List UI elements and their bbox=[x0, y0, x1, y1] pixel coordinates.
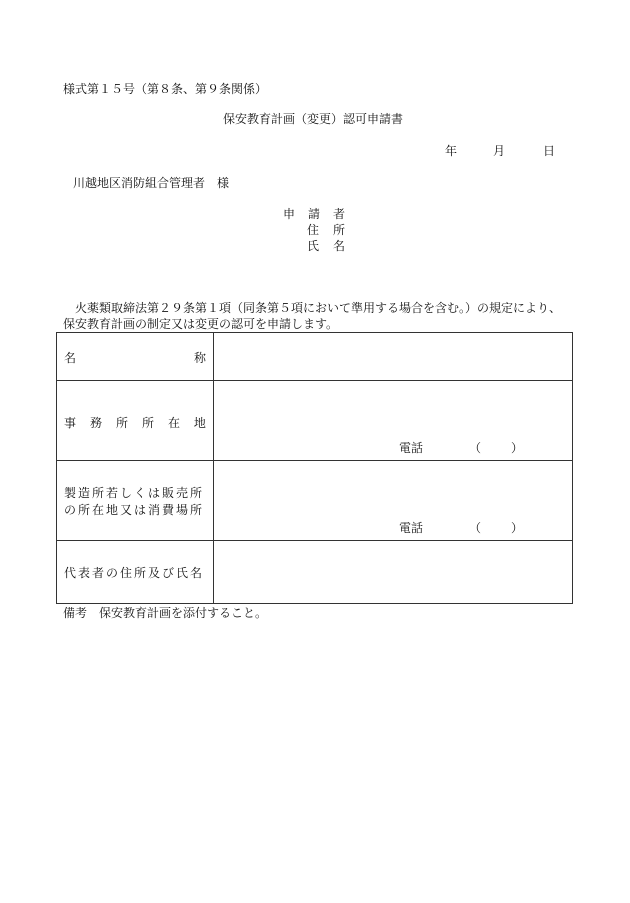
factory-phone-close-paren: ） bbox=[511, 521, 524, 535]
addressee: 川越地区消防組合管理者 様 bbox=[73, 176, 230, 190]
applicant-label-char: 者 bbox=[332, 207, 345, 221]
remarks-note: 備考 保安教育計画を添付すること。 bbox=[63, 606, 268, 620]
name-label-cell bbox=[57, 333, 214, 381]
representative-label-cell bbox=[57, 541, 214, 604]
representative-label: 代表者の住所及び氏名 bbox=[64, 566, 205, 580]
applicant-name-char: 氏 bbox=[307, 239, 320, 253]
office-label-cell bbox=[57, 381, 214, 461]
office-phone-label: 電話 bbox=[399, 441, 424, 455]
office-phone-close-paren: ） bbox=[511, 441, 524, 455]
factory-label-cell bbox=[57, 461, 214, 541]
applicant-name-label bbox=[307, 239, 345, 253]
statement-line-1: 火薬類取締法第２９条第１項（同条第５項において準用する場合を含む。）の規定により、 bbox=[75, 301, 562, 315]
applicant-name-char: 名 bbox=[332, 239, 345, 253]
table-row-factory bbox=[57, 461, 573, 541]
factory-phone bbox=[399, 519, 523, 536]
representative-field[interactable] bbox=[214, 541, 573, 604]
form-number: 様式第１５号（第８条、第９条関係） bbox=[63, 82, 268, 96]
table-row-name bbox=[57, 333, 573, 381]
applicant-label bbox=[283, 207, 345, 221]
date-year-label: 年 bbox=[445, 144, 458, 158]
table-row-representative bbox=[57, 541, 573, 604]
applicant-label-char: 請 bbox=[307, 207, 320, 221]
statement-line-2: 保安教育計画の制定又は変更の認可を申請します。 bbox=[63, 317, 339, 331]
office-phone bbox=[399, 439, 523, 456]
name-value-field[interactable] bbox=[214, 333, 573, 381]
office-phone-open-paren: （ bbox=[469, 441, 482, 455]
applicant-address-char: 住 bbox=[307, 223, 320, 237]
application-info-table bbox=[56, 332, 573, 604]
office-location-label: 事 務 所 所 在 地 bbox=[64, 416, 206, 430]
date-day-label: 日 bbox=[543, 144, 556, 158]
document-title: 保安教育計画（変更）認可申請書 bbox=[223, 112, 404, 126]
factory-location-label bbox=[64, 485, 204, 519]
name-label: 名 称 bbox=[64, 351, 206, 365]
applicant-address-label bbox=[307, 223, 345, 237]
office-location-field[interactable] bbox=[214, 381, 573, 461]
factory-location-field[interactable] bbox=[214, 461, 573, 541]
factory-phone-label: 電話 bbox=[399, 521, 424, 535]
application-statement bbox=[63, 300, 578, 332]
applicant-address-char: 所 bbox=[332, 223, 345, 237]
applicant-label-char: 申 bbox=[283, 207, 296, 221]
factory-label-line-2: の所在地又は消費場所 bbox=[64, 503, 205, 517]
factory-label-line-1: 製造所若しくは販売所 bbox=[64, 486, 205, 500]
date-month-label: 月 bbox=[493, 144, 506, 158]
table-row-office bbox=[57, 381, 573, 461]
factory-phone-open-paren: （ bbox=[469, 521, 482, 535]
